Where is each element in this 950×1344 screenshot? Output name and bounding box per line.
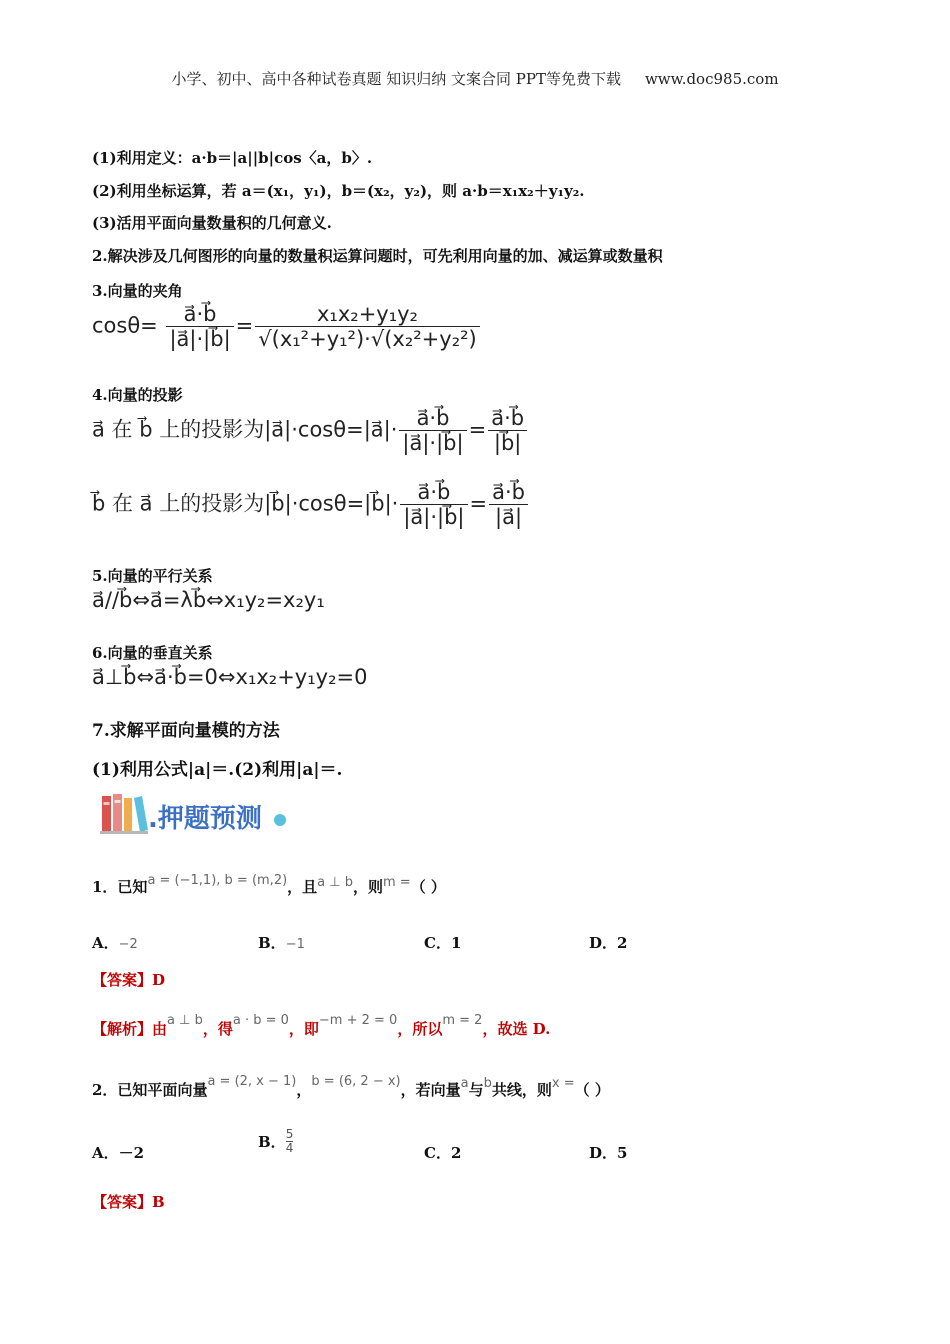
q1-condition: a ⊥ b bbox=[317, 875, 353, 890]
header-text: 小学、初中、高中各种试卷真题 知识归纳 文案合同 PPT等免费下载 bbox=[171, 70, 621, 88]
q1-stem: 1．已知 bbox=[92, 878, 148, 896]
projection-b-on-a: b⃗ 在 a⃗ 上的投影为|b⃗|·cosθ=|b⃗|· $\frac{a⃗\cdot b⃗}{|a⃗|\cdot|b⃗|}$ = $\frac{a⃗\cdot b⃗}{|a⃗|}$ bbox=[92, 480, 530, 529]
frac-num: a⃗·b⃗ bbox=[399, 406, 466, 431]
page-header bbox=[0, 68, 950, 89]
q2-answer: 【答案】B bbox=[92, 1193, 165, 1211]
q1-option-d[interactable] bbox=[589, 932, 627, 953]
section-7-title: 7.求解平面向量模的方法 bbox=[92, 721, 280, 741]
fraction-den: 4 bbox=[285, 1141, 294, 1155]
q1-answer: 【答案】D bbox=[92, 971, 166, 989]
q2-option-b[interactable] bbox=[258, 1128, 293, 1155]
option-value: 1 bbox=[450, 934, 462, 952]
fraction-num: 5 bbox=[285, 1127, 294, 1141]
header-url[interactable]: www.doc985.com bbox=[644, 70, 779, 88]
frac-num: a⃗·b⃗ bbox=[400, 480, 467, 505]
q2-a: a bbox=[460, 1076, 469, 1091]
section-3-title: 3.向量的夹角 bbox=[92, 282, 183, 300]
projection-text: b⃗ 在 a⃗ 上的投影为|b⃗|·cosθ=|b⃗|· bbox=[92, 491, 399, 516]
option-value: －2 bbox=[118, 1144, 145, 1162]
q1-option-c[interactable] bbox=[424, 932, 461, 953]
expl-math: −m + 2 = 0 bbox=[318, 1013, 398, 1028]
q2-paren: （ ） bbox=[574, 1081, 610, 1099]
option-value: −1 bbox=[285, 937, 305, 952]
frac-den: √(x₁²+y₁²)·√(x₂²+y₂²) bbox=[258, 327, 477, 351]
frac bbox=[489, 480, 528, 529]
section-7-line: (1)利用公式|a|＝.(2)利用|a|＝. bbox=[92, 760, 343, 780]
option-value: 5 bbox=[617, 1144, 628, 1162]
projection-a-on-b: a⃗ 在 b⃗ 上的投影为|a⃗|·cosθ=|a⃗|· $\frac{a⃗\cdot b⃗}{|a⃗|\cdot|b⃗|}$ = $\frac{a⃗\cdot b⃗}{|b⃗|}$ bbox=[92, 406, 529, 455]
frac-coords bbox=[255, 302, 479, 351]
perpendicular-formula: a⃗⊥b⃗⇔a⃗·b⃗=0⇔x₁x₂+y₁y₂=0 bbox=[92, 665, 368, 689]
option-label: A． bbox=[92, 934, 119, 952]
q1-paren: （ ） bbox=[410, 878, 446, 896]
q2-ask: x = bbox=[551, 1076, 575, 1091]
q2-stem: 2．已知平面向量 bbox=[92, 1081, 208, 1099]
projection-text: a⃗ 在 b⃗ 上的投影为|a⃗|·cosθ=|a⃗|· bbox=[92, 417, 398, 442]
frac bbox=[400, 480, 467, 529]
section-4-title: 4.向量的投影 bbox=[92, 386, 183, 404]
question-2 bbox=[92, 1074, 610, 1100]
q1-option-b[interactable] bbox=[258, 932, 305, 953]
expl-text: ，即 bbox=[288, 1020, 319, 1038]
expl-text: ，故选 D. bbox=[482, 1020, 551, 1038]
books-icon bbox=[100, 792, 150, 836]
option-label: D． bbox=[589, 1144, 618, 1162]
method-1: (1)利用定义：a·b＝|a||b|cos〈a，b〉. bbox=[92, 149, 373, 167]
option-fraction bbox=[286, 1128, 294, 1155]
expl-math: m = 2 bbox=[442, 1013, 483, 1028]
option-value: 2 bbox=[450, 1144, 462, 1162]
expl-math: a ⊥ b bbox=[167, 1013, 203, 1028]
expl-math: a · b = 0 bbox=[232, 1013, 289, 1028]
q2-comma: ， bbox=[296, 1081, 312, 1099]
option-value: −2 bbox=[118, 937, 138, 952]
expl-text: 【解析】由 bbox=[92, 1020, 168, 1038]
q2-vector-a: a = (2, x − 1) bbox=[207, 1074, 297, 1089]
frac bbox=[488, 406, 527, 455]
option-label: B． bbox=[258, 934, 286, 952]
frac-num: a⃗·b⃗ bbox=[166, 302, 233, 327]
frac-den: |a⃗|·|b⃗| bbox=[403, 505, 465, 529]
q2-stem: ，若向量 bbox=[400, 1081, 461, 1099]
frac-den: |a⃗| bbox=[495, 505, 523, 529]
frac-num: x₁x₂+y₁y₂ bbox=[255, 302, 479, 327]
method-2: (2)利用坐标运算，若 a＝(x₁，y₁)，b＝(x₂，y₂)，则 a·b＝x₁x₂＋y₁y₂. bbox=[92, 182, 585, 200]
q2-option-c[interactable] bbox=[424, 1142, 461, 1163]
option-label: D． bbox=[589, 934, 618, 952]
banner-title: .押题预测 bbox=[148, 804, 262, 834]
frac-num: a⃗·b⃗ bbox=[489, 480, 528, 505]
option-label: C． bbox=[424, 934, 451, 952]
frac-num: a⃗·b⃗ bbox=[488, 406, 527, 431]
q1-explanation bbox=[92, 1013, 551, 1039]
frac bbox=[399, 406, 466, 455]
option-label: C． bbox=[424, 1144, 451, 1162]
q2-vector-b: b = (6, 2 − x) bbox=[311, 1074, 401, 1089]
section-6-title: 6.向量的垂直关系 bbox=[92, 644, 213, 662]
frac-dot-over-norms bbox=[166, 302, 233, 351]
q2-option-a[interactable] bbox=[92, 1142, 144, 1163]
section-5-title: 5.向量的平行关系 bbox=[92, 567, 213, 585]
method-3: (3)活用平面向量数量积的几何意义. bbox=[92, 214, 332, 232]
frac-den: |a⃗|·|b⃗| bbox=[402, 431, 464, 455]
q1-option-a[interactable] bbox=[92, 932, 138, 953]
q1-stem: ，则 bbox=[352, 878, 383, 896]
frac-den: |b⃗| bbox=[493, 431, 522, 455]
predict-banner bbox=[100, 792, 300, 836]
expl-text: ，所以 bbox=[397, 1020, 443, 1038]
cos-theta: cosθ= bbox=[92, 313, 158, 338]
option-label: B． bbox=[258, 1133, 286, 1151]
angle-formula: cosθ= $\frac{a⃗\cdot b⃗}{|a⃗|\cdot|b⃗|}$ = $\frac{\text{x₁x₂+y₁y₂}}{\text{√(x₁²+y₁²)·√(x₂²+y₂²)}}$ bbox=[92, 302, 482, 351]
option-value: 2 bbox=[617, 934, 628, 952]
frac-den: |a⃗|·|b⃗| bbox=[169, 327, 231, 351]
q1-ask: m = bbox=[383, 875, 411, 890]
q2-stem: 共线，则 bbox=[491, 1081, 552, 1099]
q2-option-d[interactable] bbox=[589, 1142, 627, 1163]
q2-b: b bbox=[483, 1076, 492, 1091]
q1-vectors: a = (−1,1), b = (m,2) bbox=[147, 873, 288, 888]
dot-icon bbox=[274, 814, 286, 826]
question-1 bbox=[92, 873, 446, 897]
section-2: 2.解决涉及几何图形的向量的数量积运算问题时，可先利用向量的加、减运算或数量积 bbox=[92, 247, 663, 265]
q1-stem: ，且 bbox=[287, 878, 318, 896]
expl-text: ，得 bbox=[202, 1020, 233, 1038]
parallel-formula: a⃗//b⃗⇔a⃗=λb⃗⇔x₁y₂=x₂y₁ bbox=[92, 588, 325, 612]
option-label: A． bbox=[92, 1144, 119, 1162]
q2-stem: 与 bbox=[468, 1081, 484, 1099]
